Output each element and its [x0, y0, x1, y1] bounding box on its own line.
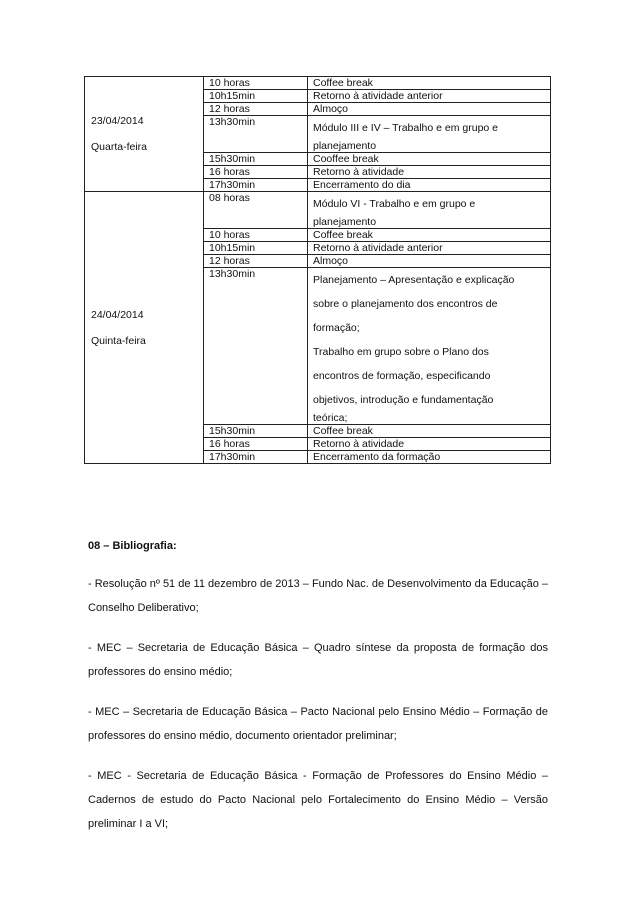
activity-line: Coffee break — [313, 77, 373, 89]
activity-line: Encerramento da formação — [313, 451, 441, 463]
activity-line: planejamento — [313, 216, 377, 228]
schedule-row — [85, 192, 551, 229]
time-cell: 17h30min — [204, 179, 308, 192]
reference-item: - MEC – Secretaria de Educação Básica – Quadro síntese da proposta de formação dos professores do ensino médio; — [88, 642, 548, 678]
reference-item: - Resolução nº 51 de 11 dezembro de 2013 – Fundo Nac. de Desenvolvimento da Educação – Conselho Deliberativo; — [88, 578, 548, 614]
day-date: 23/04/2014 — [91, 115, 144, 127]
activity-cell — [308, 451, 551, 464]
activity-line: Retorno à atividade — [313, 438, 405, 450]
reference-item: - MEC - Secretaria de Educação Básica - Formação de Professores do Ensino Médio – Cadernos de estudo do Pacto Nacional pelo Fortalecimento do Ensino Médio – Versão preliminar I a VI; — [88, 770, 548, 830]
time-cell: 10 horas — [204, 229, 308, 242]
activity-cell — [308, 179, 551, 192]
activity-line: Coffee break — [313, 229, 373, 241]
activity-line: Módulo VI - Trabalho e em grupo e — [313, 198, 476, 210]
activity-line: Coffee break — [313, 425, 373, 437]
time-cell: 10h15min — [204, 242, 308, 255]
time-cell: 10 horas — [204, 77, 308, 90]
activity-line: Retorno à atividade — [313, 166, 405, 178]
time-cell: 16 horas — [204, 166, 308, 179]
time-cell: 13h30min — [204, 116, 308, 153]
time-cell: 12 horas — [204, 103, 308, 116]
time-cell: 10h15min — [204, 90, 308, 103]
activity-cell — [308, 242, 551, 255]
section-title: 08 – Bibliografia: — [88, 540, 177, 552]
activity-cell — [308, 192, 551, 229]
time-cell: 17h30min — [204, 451, 308, 464]
activity-line: Planejamento – Apresentação e explicação — [313, 274, 515, 286]
activity-cell — [308, 166, 551, 179]
activity-cell — [308, 229, 551, 242]
activity-line: Cooffee break — [313, 153, 379, 165]
schedule-table — [84, 76, 551, 464]
activity-cell — [308, 425, 551, 438]
activity-line: encontros de formação, especificando — [313, 370, 491, 382]
time-cell: 12 horas — [204, 255, 308, 268]
activity-cell — [308, 255, 551, 268]
activity-line: Módulo III e IV – Trabalho e em grupo e — [313, 122, 499, 134]
day-weekday: Quarta-feira — [91, 141, 148, 153]
activity-line: Trabalho em grupo sobre o Plano dos — [313, 346, 489, 358]
day-cell — [85, 77, 204, 192]
activity-cell — [308, 268, 551, 425]
schedule-row — [85, 77, 551, 90]
time-cell: 15h30min — [204, 425, 308, 438]
activity-cell — [308, 103, 551, 116]
day-date: 24/04/2014 — [91, 308, 144, 321]
activity-line: Retorno à atividade anterior — [313, 90, 443, 102]
activity-cell — [308, 90, 551, 103]
day-cell — [85, 192, 204, 464]
activity-cell — [308, 77, 551, 90]
activity-cell — [308, 116, 551, 153]
activity-cell — [308, 153, 551, 166]
activity-line: objetivos, introdução e fundamentação — [313, 394, 494, 406]
activity-line: formação; — [313, 322, 360, 334]
activity-line: Retorno à atividade anterior — [313, 242, 443, 254]
activity-line: Encerramento do dia — [313, 179, 411, 191]
day-weekday: Quinta-feira — [91, 334, 146, 347]
activity-line: planejamento — [313, 140, 377, 152]
time-cell: 13h30min — [204, 268, 308, 425]
time-cell: 15h30min — [204, 153, 308, 166]
activity-line: teórica; — [313, 412, 348, 424]
time-cell: 08 horas — [204, 192, 308, 229]
time-cell: 16 horas — [204, 438, 308, 451]
activity-line: Almoço — [313, 255, 349, 267]
references-list — [88, 572, 548, 852]
reference-item: - MEC – Secretaria de Educação Básica – Pacto Nacional pelo Ensino Médio – Formação de professores do ensino médio, documento orientador preliminar; — [88, 706, 548, 742]
activity-line: sobre o planejamento dos encontros de — [313, 298, 498, 310]
activity-line: Almoço — [313, 103, 349, 115]
activity-cell — [308, 438, 551, 451]
